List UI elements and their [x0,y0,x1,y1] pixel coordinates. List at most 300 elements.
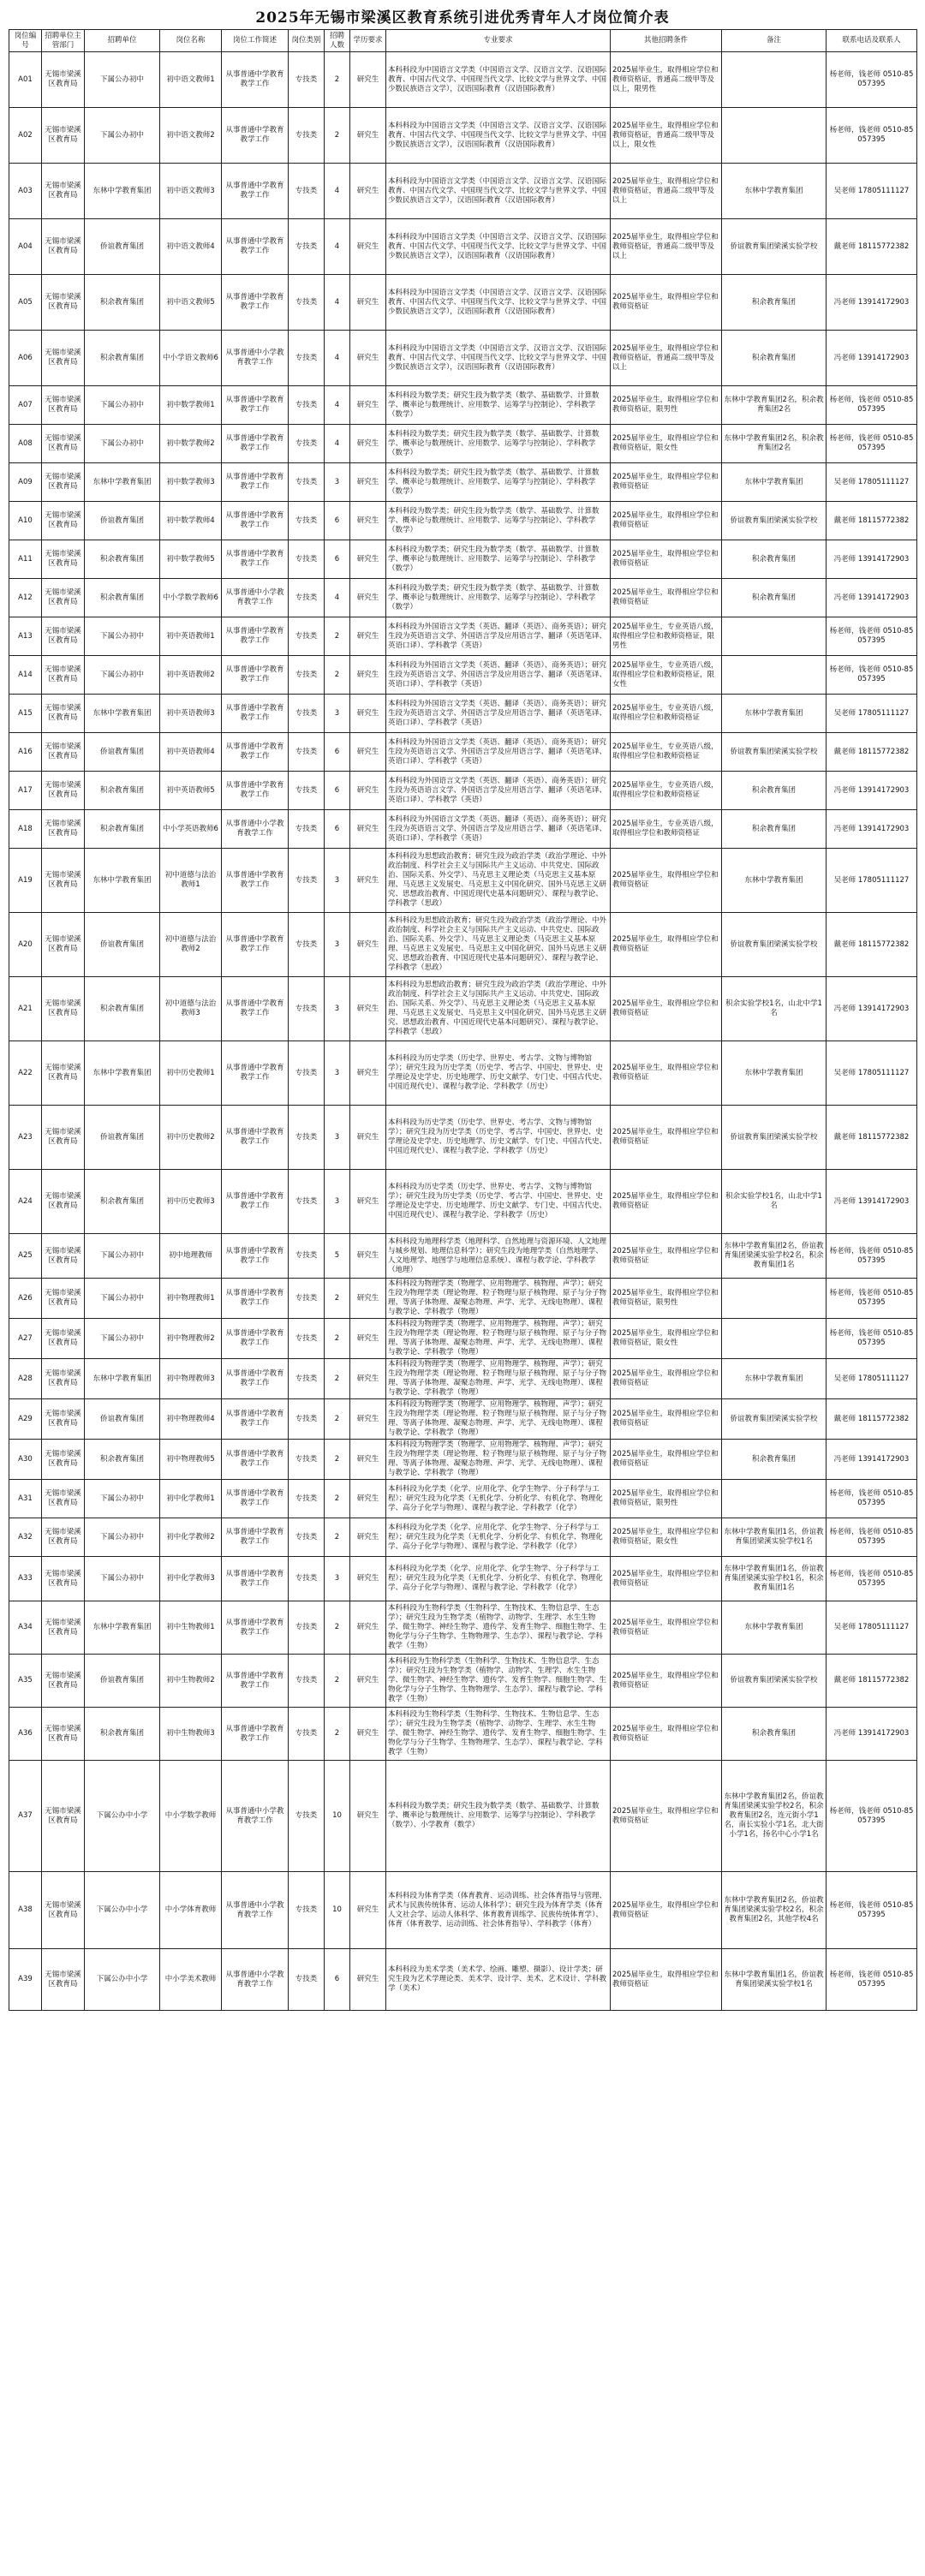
cell-post: 中小学英语教师6 [160,810,222,849]
cell-unit: 东林中学教育集团 [85,849,160,913]
header-post: 岗位名称 [160,30,222,52]
cell-unit: 侨谊教育集团 [85,219,160,275]
cell-note: 东林中学教育集团 [722,1601,827,1655]
cell-post: 初中地理教师 [160,1234,222,1279]
cell-work: 从事普通中学教育教学工作 [222,1518,289,1557]
cell-id: A16 [9,733,42,772]
cell-post: 中小学语文教师6 [160,331,222,386]
cell-id: A09 [9,463,42,502]
cell-unit: 下属公办初中 [85,1557,160,1601]
table-row [9,977,917,1041]
cell-num: 6 [325,502,350,540]
cell-contact: 吴老师 17805111127 [827,1041,917,1106]
cell-num: 2 [325,1480,350,1518]
cell-work: 从事普通中小学教育教学工作 [222,810,289,849]
cell-other: 2025届毕业生，专业英语八级，取得相应学位和教师资格证 [611,695,722,733]
cell-req: 本科科段为中国语言文学类（中国语言文学、汉语言文学、汉语国际教育、中国古代文学、中国现当代文学、比较文学与世界文学、中国少数民族语言文学），汉语国际教育（汉语国际教育） [386,275,611,331]
cell-req: 本科科段为体育学类（体育教育、运动训练、社会体育指导与管理、武术与民族传统体育、运动人体科学）；研究生段为体育学类（体育人文社会学、运动人体科学、体育教育训练学、民族传统体育学）、体育（体育教学、运动训练、社会体育指导）、学科教学（体育） [386,1872,611,1949]
cell-note: 积余教育集团 [722,331,827,386]
cell-work: 从事普通中学教育教学工作 [222,1319,289,1359]
cell-edu: 研究生 [350,1399,386,1440]
cell-unit: 侨谊教育集团 [85,1655,160,1708]
cell-work: 从事普通中学教育教学工作 [222,1601,289,1655]
cell-req: 本科科段为化学类（化学、应用化学、化学生物学、分子科学与工程）；研究生段为化学类（无机化学、分析化学、有机化学、物理化学、高分子化学与物理）、课程与教学论、学科教学（化学） [386,1518,611,1557]
cell-contact: 戴老师 18115772382 [827,502,917,540]
cell-unit: 下属公办初中 [85,425,160,463]
cell-post: 初中道德与法治教师3 [160,977,222,1041]
cell-dept: 无锡市梁溪区教育局 [42,579,85,617]
cell-dept: 无锡市梁溪区教育局 [42,275,85,331]
header-unit: 招聘单位 [85,30,160,52]
cell-type: 专技类 [289,219,325,275]
cell-id: A08 [9,425,42,463]
cell-post: 初中数学教师3 [160,463,222,502]
positions-table [9,29,917,2011]
cell-req: 本科科段为数学类；研究生段为数学类（数学、基础数学、计算数学、概率论与数理统计、应用数学、运筹学与控制论）、学科教学（数学） [386,386,611,425]
cell-post: 初中历史教师1 [160,1041,222,1106]
cell-contact: 冯老师 13914172903 [827,1708,917,1761]
table-row [9,1234,917,1279]
cell-req: 本科科段为思想政治教育；研究生段为政治学类（政治学理论、中外政治制度、科学社会主义与国际共产主义运动、中共党史、国际政治、国际关系、外交学）、马克思主义理论类（马克思主义基本原理、马克思主义发展史、马克思主义中国化研究、国外马克思主义研究、思想政治教育、中国近现代史基本问题研究）、课程与教学论、学科教学（思政） [386,913,611,977]
cell-type: 专技类 [289,1170,325,1234]
cell-work: 从事普通中学教育教学工作 [222,695,289,733]
cell-req: 本科科段为外国语言文学类（英语、翻译（英语）、商务英语）；研究生段为英语语言文学、外国语言学及应用语言学、翻译（英语笔译、英语口译）、学科教学（英语） [386,810,611,849]
table-row [9,810,917,849]
cell-other: 2025届毕业生，取得相应学位和教师资格证，限女性 [611,1319,722,1359]
table-row [9,656,917,695]
cell-req: 本科科段为思想政治教育；研究生段为政治学类（政治学理论、中外政治制度、科学社会主义与国际共产主义运动、中共党史、国际政治、国际关系、外交学）、马克思主义理论类（马克思主义基本原理、马克思主义发展史、马克思主义中国化研究、国外马克思主义研究、思想政治教育、中国近现代史基本问题研究）、课程与教学论、学科教学（思政） [386,849,611,913]
cell-post: 初中物理教师1 [160,1279,222,1319]
cell-note: 侨谊教育集团梁溪实验学校 [722,1655,827,1708]
cell-req: 本科科段为地理科学类（地理科学、自然地理与资源环境、人文地理与城乡规划、地理信息科学）；研究生段为地理学类（自然地理学、人文地理学、地图学与地理信息系统）、课程与教学论、学科教学（地理） [386,1234,611,1279]
header-work: 岗位工作简述 [222,30,289,52]
cell-edu: 研究生 [350,1518,386,1557]
cell-other: 2025届毕业生，取得相应学位和教师资格证 [611,1234,722,1279]
cell-type: 专技类 [289,1949,325,2011]
cell-num: 6 [325,810,350,849]
cell-post: 初中英语教师2 [160,656,222,695]
cell-dept: 无锡市梁溪区教育局 [42,1399,85,1440]
cell-edu: 研究生 [350,502,386,540]
cell-dept: 无锡市梁溪区教育局 [42,1234,85,1279]
cell-type: 专技类 [289,52,325,108]
cell-type: 专技类 [289,425,325,463]
cell-work: 从事普通中学教育教学工作 [222,386,289,425]
cell-id: A34 [9,1601,42,1655]
cell-note [722,1279,827,1319]
cell-other: 2025届毕业生，取得相应学位和教师资格证 [611,463,722,502]
cell-type: 专技类 [289,1234,325,1279]
cell-note: 积余教育集团 [722,1440,827,1480]
cell-other: 2025届毕业生，专业英语八级，取得相应学位和教师资格证 [611,772,722,810]
cell-edu: 研究生 [350,1480,386,1518]
cell-post: 初中道德与法治教师1 [160,849,222,913]
cell-other: 2025届毕业生，取得相应学位和教师资格证 [611,1440,722,1480]
cell-post: 初中生物教师1 [160,1601,222,1655]
cell-contact: 冯老师 13914172903 [827,977,917,1041]
table-row [9,617,917,656]
cell-other: 2025届毕业生，取得相应学位和教师资格证 [611,1761,722,1872]
cell-edu: 研究生 [350,733,386,772]
cell-other: 2025届毕业生，取得相应学位和教师资格证，普通高二级甲等及以上，限男性 [611,52,722,108]
cell-id: A20 [9,913,42,977]
cell-id: A32 [9,1518,42,1557]
cell-edu: 研究生 [350,1601,386,1655]
cell-note: 积余教育集团 [722,579,827,617]
cell-unit: 下属公办中小学 [85,1761,160,1872]
cell-dept: 无锡市梁溪区教育局 [42,331,85,386]
cell-note: 侨谊教育集团梁溪实验学校 [722,219,827,275]
cell-num: 2 [325,617,350,656]
cell-unit: 下属公办初中 [85,1279,160,1319]
cell-other: 2025届毕业生，取得相应学位和教师资格证，限男性 [611,1480,722,1518]
cell-req: 本科科段为中国语言文学类（中国语言文学、汉语言文学、汉语国际教育、中国古代文学、中国现当代文学、比较文学与世界文学、中国少数民族语言文学），汉语国际教育（汉语国际教育） [386,331,611,386]
table-row [9,1170,917,1234]
cell-contact: 杨老师，钱老师 0510-85057395 [827,52,917,108]
cell-num: 6 [325,733,350,772]
cell-other: 2025届毕业生，取得相应学位和教师资格证，限男性 [611,386,722,425]
cell-dept: 无锡市梁溪区教育局 [42,108,85,164]
cell-dept: 无锡市梁溪区教育局 [42,913,85,977]
cell-id: A15 [9,695,42,733]
cell-num: 2 [325,1601,350,1655]
cell-dept: 无锡市梁溪区教育局 [42,1601,85,1655]
cell-id: A11 [9,540,42,579]
cell-post: 初中历史教师3 [160,1170,222,1234]
cell-type: 专技类 [289,977,325,1041]
cell-work: 从事普通中学教育教学工作 [222,977,289,1041]
table-row [9,1106,917,1170]
cell-req: 本科科段为中国语言文学类（中国语言文学、汉语言文学、汉语国际教育、中国古代文学、中国现当代文学、比较文学与世界文学、中国少数民族语言文学），汉语国际教育（汉语国际教育） [386,164,611,219]
cell-note: 侨谊教育集团梁溪实验学校 [722,1106,827,1170]
cell-edu: 研究生 [350,463,386,502]
header-req: 专业要求 [386,30,611,52]
cell-req: 本科科段为外国语言文学类（英语、翻译（英语）、商务英语）；研究生段为英语语言文学、外国语言学及应用语言学、翻译（英语笔译、英语口译）、学科教学（英语） [386,733,611,772]
cell-edu: 研究生 [350,849,386,913]
cell-req: 本科科段为物理学类（物理学、应用物理学、核物理、声学）；研究生段为物理学类（理论物理、粒子物理与原子核物理、原子与分子物理、等离子体物理、凝聚态物理、声学、光学、无线电物理）、课程与教学论、学科教学（物理） [386,1319,611,1359]
cell-dept: 无锡市梁溪区教育局 [42,849,85,913]
cell-unit: 下属公办中小学 [85,1872,160,1949]
cell-edu: 研究生 [350,617,386,656]
cell-id: A10 [9,502,42,540]
cell-req: 本科科段为中国语言文学类（中国语言文学、汉语言文学、汉语国际教育、中国古代文学、中国现当代文学、比较文学与世界文学、中国少数民族语言文学），汉语国际教育（汉语国际教育） [386,219,611,275]
cell-unit: 积余教育集团 [85,275,160,331]
cell-id: A37 [9,1761,42,1872]
cell-note: 积余教育集团 [722,275,827,331]
cell-note [722,617,827,656]
cell-note: 东林中学教育集团 [722,463,827,502]
cell-edu: 研究生 [350,219,386,275]
cell-req: 本科科段为外国语言文学类（英语、翻译（英语）、商务英语）；研究生段为英语语言文学、外国语言学及应用语言学、翻译（英语笔译、英语口译）、学科教学（英语） [386,656,611,695]
cell-num: 3 [325,695,350,733]
header-dept: 招聘单位主管部门 [42,30,85,52]
table-row [9,772,917,810]
cell-dept: 无锡市梁溪区教育局 [42,1440,85,1480]
cell-edu: 研究生 [350,1949,386,2011]
cell-work: 从事普通中学教育教学工作 [222,913,289,977]
cell-other: 2025届毕业生，专业英语八级，取得相应学位和教师资格证，限女性 [611,656,722,695]
cell-unit: 下属公办初中 [85,617,160,656]
cell-dept: 无锡市梁溪区教育局 [42,425,85,463]
cell-unit: 东林中学教育集团 [85,1041,160,1106]
cell-work: 从事普通中学教育教学工作 [222,1106,289,1170]
cell-edu: 研究生 [350,1319,386,1359]
cell-num: 4 [325,425,350,463]
cell-contact: 杨老师，钱老师 0510-85057395 [827,386,917,425]
cell-unit: 积余教育集团 [85,977,160,1041]
cell-other: 2025届毕业生，取得相应学位和教师资格证，普通高二级甲等及以上 [611,164,722,219]
cell-dept: 无锡市梁溪区教育局 [42,695,85,733]
cell-dept: 无锡市梁溪区教育局 [42,617,85,656]
table-row [9,1399,917,1440]
cell-post: 初中化学教师2 [160,1518,222,1557]
cell-edu: 研究生 [350,977,386,1041]
cell-note: 积余实验学校1名，山北中学1名 [722,977,827,1041]
cell-type: 专技类 [289,1279,325,1319]
cell-dept: 无锡市梁溪区教育局 [42,1949,85,2011]
cell-note: 东林中学教育集团2名，侨谊教育集团梁溪实验学校2名，积余教育集团2名，其他学校4名 [722,1872,827,1949]
cell-unit: 积余教育集团 [85,331,160,386]
table-row [9,579,917,617]
cell-id: A19 [9,849,42,913]
table-row [9,1041,917,1106]
cell-id: A29 [9,1399,42,1440]
cell-id: A27 [9,1319,42,1359]
cell-unit: 下属公办初中 [85,1319,160,1359]
cell-num: 4 [325,331,350,386]
cell-req: 本科科段为数学类；研究生段为数学类（数学、基础数学、计算数学、概率论与数理统计、应用数学、运筹学与控制论）、学科教学（数学）、小学教育（数学） [386,1761,611,1872]
cell-contact: 吴老师 17805111127 [827,1601,917,1655]
cell-num: 10 [325,1761,350,1872]
cell-contact: 杨老师，钱老师 0510-85057395 [827,1761,917,1872]
cell-type: 专技类 [289,1872,325,1949]
cell-dept: 无锡市梁溪区教育局 [42,52,85,108]
cell-edu: 研究生 [350,1557,386,1601]
cell-type: 专技类 [289,810,325,849]
cell-contact: 戴老师 18115772382 [827,219,917,275]
cell-id: A17 [9,772,42,810]
cell-work: 从事普通中小学教育教学工作 [222,1761,289,1872]
cell-num: 4 [325,579,350,617]
cell-work: 从事普通中小学教育教学工作 [222,579,289,617]
cell-num: 2 [325,1440,350,1480]
cell-note: 东林中学教育集团2名，侨谊教育集团梁溪实验学校2名，积余教育集团2名，连元街小学1名，南长实验小学1名，北大街小学1名，扬名中心小学1名 [722,1761,827,1872]
cell-other: 2025届毕业生，专业英语八级，取得相应学位和教师资格证，限男性 [611,617,722,656]
cell-contact: 冯老师 13914172903 [827,540,917,579]
table-row [9,1872,917,1949]
cell-post: 中小学数学教师 [160,1761,222,1872]
cell-work: 从事普通中学教育教学工作 [222,1279,289,1319]
cell-contact: 杨老师，钱老师 0510-85057395 [827,425,917,463]
header-id: 岗位编号 [9,30,42,52]
cell-id: A28 [9,1359,42,1399]
cell-dept: 无锡市梁溪区教育局 [42,1708,85,1761]
cell-unit: 下属公办初中 [85,656,160,695]
cell-edu: 研究生 [350,1440,386,1480]
cell-req: 本科科段为历史学类（历史学、世界史、考古学、文物与博物馆学）；研究生段为历史学类（历史学、考古学、中国史、世界史、史学理论及史学史、历史地理学、历史文献学、专门史、中国古代史、中国近现代史）、课程与教学论、学科教学（历史） [386,1106,611,1170]
cell-unit: 积余教育集团 [85,1440,160,1480]
table-row [9,1708,917,1761]
cell-note: 东林中学教育集团 [722,695,827,733]
cell-edu: 研究生 [350,656,386,695]
cell-req: 本科科段为数学类；研究生段为数学类（数学、基础数学、计算数学、概率论与数理统计、应用数学、运筹学与控制论）、学科教学（数学） [386,425,611,463]
cell-note: 积余教育集团 [722,540,827,579]
cell-type: 专技类 [289,1601,325,1655]
cell-num: 2 [325,1708,350,1761]
cell-contact: 戴老师 18115772382 [827,913,917,977]
cell-unit: 下属公办中小学 [85,1949,160,2011]
cell-type: 专技类 [289,617,325,656]
cell-post: 初中数学教师5 [160,540,222,579]
cell-id: A24 [9,1170,42,1234]
cell-id: A26 [9,1279,42,1319]
cell-contact: 冯老师 13914172903 [827,1170,917,1234]
cell-work: 从事普通中学教育教学工作 [222,733,289,772]
cell-dept: 无锡市梁溪区教育局 [42,502,85,540]
cell-req: 本科科段为数学类；研究生段为数学类（数学、基础数学、计算数学、概率论与数理统计、应用数学、运筹学与控制论）、学科教学（数学） [386,540,611,579]
cell-dept: 无锡市梁溪区教育局 [42,810,85,849]
cell-dept: 无锡市梁溪区教育局 [42,1106,85,1170]
table-row [9,386,917,425]
cell-other: 2025届毕业生，取得相应学位和教师资格证 [611,1170,722,1234]
cell-work: 从事普通中学教育教学工作 [222,502,289,540]
cell-contact: 冯老师 13914172903 [827,810,917,849]
cell-edu: 研究生 [350,275,386,331]
cell-note: 东林中学教育集团 [722,1359,827,1399]
cell-type: 专技类 [289,463,325,502]
cell-edu: 研究生 [350,425,386,463]
cell-num: 6 [325,1949,350,2011]
table-body [9,52,917,2011]
cell-other: 2025届毕业生，取得相应学位和教师资格证 [611,1041,722,1106]
cell-note: 积余实验学校1名，山北中学1名 [722,1170,827,1234]
table-row [9,695,917,733]
cell-post: 初中语文教师4 [160,219,222,275]
cell-req: 本科科段为中国语言文学类（中国语言文学、汉语言文学、汉语国际教育、中国古代文学、中国现当代文学、比较文学与世界文学、中国少数民族语言文学），汉语国际教育（汉语国际教育） [386,52,611,108]
cell-dept: 无锡市梁溪区教育局 [42,1359,85,1399]
cell-note: 东林中学教育集团1名，侨谊教育集团梁溪实验学校1名 [722,1949,827,2011]
cell-other: 2025届毕业生，取得相应学位和教师资格证 [611,1949,722,2011]
cell-type: 专技类 [289,331,325,386]
cell-req: 本科科段为历史学类（历史学、世界史、考古学、文物与博物馆学）；研究生段为历史学类（历史学、考古学、中国史、世界史、史学理论及史学史、历史地理学、历史文献学、专门史、中国古代史、中国近现代史）、课程与教学论、学科教学（历史） [386,1041,611,1106]
table-row [9,463,917,502]
cell-type: 专技类 [289,386,325,425]
cell-dept: 无锡市梁溪区教育局 [42,1872,85,1949]
cell-post: 初中数学教师2 [160,425,222,463]
cell-edu: 研究生 [350,579,386,617]
cell-num: 3 [325,977,350,1041]
cell-other: 2025届毕业生，取得相应学位和教师资格证 [611,540,722,579]
cell-note [722,656,827,695]
cell-contact: 杨老师，钱老师 0510-85057395 [827,1319,917,1359]
cell-dept: 无锡市梁溪区教育局 [42,1761,85,1872]
cell-type: 专技类 [289,913,325,977]
table-row [9,1761,917,1872]
cell-post: 初中英语教师3 [160,695,222,733]
cell-other: 2025届毕业生，取得相应学位和教师资格证 [611,1655,722,1708]
cell-note: 侨谊教育集团梁溪实验学校 [722,1399,827,1440]
cell-req: 本科科段为外国语言文学类（英语、翻译（英语）、商务英语）；研究生段为英语语言文学、外国语言学及应用语言学、翻译（英语笔译、英语口译）、学科教学（英语） [386,772,611,810]
cell-edu: 研究生 [350,913,386,977]
cell-req: 本科科段为数学类；研究生段为数学类（数学、基础数学、计算数学、概率论与数理统计、应用数学、运筹学与控制论）、学科教学（数学） [386,579,611,617]
cell-note: 积余教育集团 [722,772,827,810]
cell-type: 专技类 [289,275,325,331]
cell-num: 2 [325,52,350,108]
table-row [9,275,917,331]
cell-dept: 无锡市梁溪区教育局 [42,1518,85,1557]
cell-note: 侨谊教育集团梁溪实验学校 [722,913,827,977]
cell-work: 从事普通中学教育教学工作 [222,656,289,695]
cell-work: 从事普通中学教育教学工作 [222,1440,289,1480]
cell-id: A35 [9,1655,42,1708]
cell-contact: 吴老师 17805111127 [827,695,917,733]
cell-num: 6 [325,772,350,810]
cell-note: 积余教育集团 [722,810,827,849]
cell-work: 从事普通中学教育教学工作 [222,849,289,913]
cell-contact: 杨老师，钱老师 0510-85057395 [827,1234,917,1279]
cell-edu: 研究生 [350,52,386,108]
cell-contact: 杨老师，钱老师 0510-85057395 [827,108,917,164]
cell-req: 本科科段为生物科学类（生物科学、生物技术、生物信息学、生态学）；研究生段为生物学类（植物学、动物学、生理学、水生生物学、微生物学、神经生物学、遗传学、发育生物学、细胞生物学、生物化学与分子生物学、生物物理学、生态学）、课程与教学论、学科教学（生物） [386,1708,611,1761]
cell-note: 东林中学教育集团 [722,849,827,913]
cell-unit: 积余教育集团 [85,1170,160,1234]
cell-work: 从事普通中学教育教学工作 [222,617,289,656]
cell-unit: 东林中学教育集团 [85,695,160,733]
cell-unit: 侨谊教育集团 [85,1106,160,1170]
cell-id: A13 [9,617,42,656]
cell-edu: 研究生 [350,1279,386,1319]
cell-unit: 积余教育集团 [85,1708,160,1761]
cell-note: 东林中学教育集团2名，积余教育集团2名 [722,386,827,425]
cell-id: A38 [9,1872,42,1949]
cell-num: 2 [325,656,350,695]
cell-work: 从事普通中学教育教学工作 [222,1234,289,1279]
cell-dept: 无锡市梁溪区教育局 [42,1041,85,1106]
cell-other: 2025届毕业生，取得相应学位和教师资格证 [611,1359,722,1399]
cell-id: A31 [9,1480,42,1518]
cell-post: 初中物理教师5 [160,1440,222,1480]
cell-contact: 戴老师 18115772382 [827,1399,917,1440]
cell-type: 专技类 [289,579,325,617]
cell-contact: 冯老师 13914172903 [827,331,917,386]
cell-work: 从事普通中学教育教学工作 [222,1708,289,1761]
cell-type: 专技类 [289,1708,325,1761]
cell-other: 2025届毕业生，取得相应学位和教师资格证 [611,1708,722,1761]
cell-contact: 冯老师 13914172903 [827,1440,917,1480]
cell-note: 侨谊教育集团梁溪实验学校 [722,502,827,540]
cell-id: A03 [9,164,42,219]
cell-dept: 无锡市梁溪区教育局 [42,1557,85,1601]
cell-num: 3 [325,849,350,913]
cell-num: 4 [325,386,350,425]
header-other: 其他招聘条件 [611,30,722,52]
cell-edu: 研究生 [350,331,386,386]
cell-req: 本科科段为生物科学类（生物科学、生物技术、生物信息学、生态学）；研究生段为生物学类（植物学、动物学、生理学、水生生物学、微生物学、神经生物学、遗传学、发育生物学、细胞生物学、生物化学与分子生物学、生物物理学、生态学）、课程与教学论、学科教学（生物） [386,1655,611,1708]
cell-num: 2 [325,1399,350,1440]
cell-req: 本科科段为外国语言文学类（英语、翻译（英语）、商务英语）；研究生段为英语语言文学、外国语言学及应用语言学、翻译（英语笔译、英语口译）、学科教学（英语） [386,695,611,733]
cell-dept: 无锡市梁溪区教育局 [42,772,85,810]
cell-note: 东林中学教育集团2名，侨谊教育集团梁溪实验学校2名，积余教育集团1名 [722,1234,827,1279]
header-num: 招聘人数 [325,30,350,52]
table-row [9,540,917,579]
cell-unit: 侨谊教育集团 [85,502,160,540]
cell-contact: 吴老师 17805111127 [827,164,917,219]
cell-unit: 积余教育集团 [85,540,160,579]
cell-note: 东林中学教育集团 [722,1041,827,1106]
cell-post: 初中语文教师1 [160,52,222,108]
cell-post: 中小学美术教师 [160,1949,222,2011]
cell-type: 专技类 [289,656,325,695]
